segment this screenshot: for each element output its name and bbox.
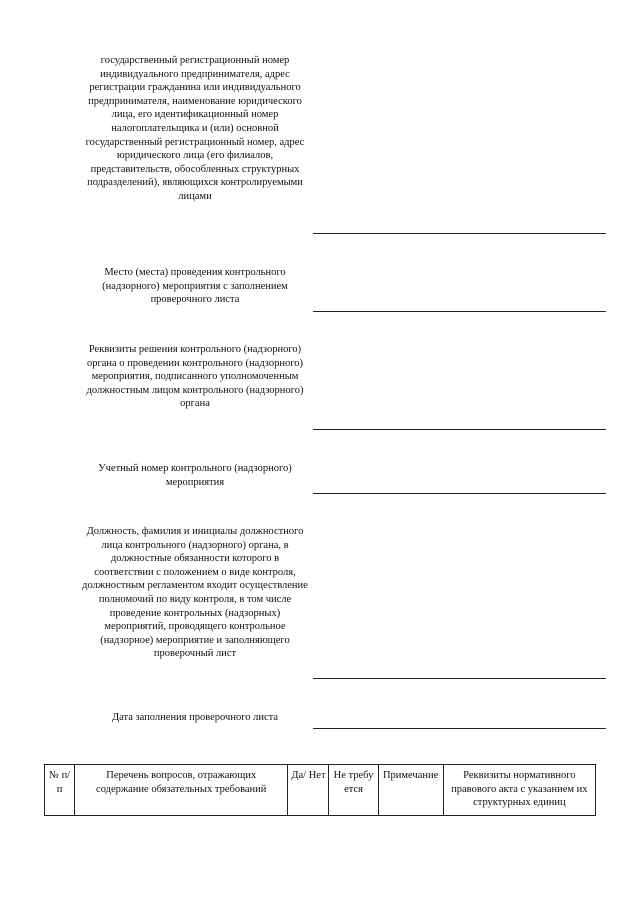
- column-header-not-required: Не требуется: [329, 765, 378, 816]
- column-header-note: Примечание: [378, 765, 443, 816]
- authority-decision-details-label: Реквизиты решения контрольного (надзорного) органа о проведении контрольного (надзорного) мероприятия, подписанного уполномоченным должностным лицом контрольного (надзорного) органа: [86, 344, 304, 410]
- inspection-registration-number-line[interactable]: [313, 493, 606, 494]
- authority-decision-details-line[interactable]: [313, 429, 606, 430]
- column-header-legal-act-details: Реквизиты нормативного правового акта с указанием их структурных единиц: [443, 765, 595, 816]
- controlled-person-details-label: государственный регистрационный номер индивидуального предпринимателя, адрес регистрации гражданина или индивидуального предпринимателя, наименование юридического лица, его идентификационный номер налогоплательщика и (или) основной государственный регистрационный номер, адрес юридического лица (его филиалов, представительств, обособленных структурных подразделений), являющихся контролируемыми лицами: [85, 55, 305, 202]
- official-position-name-label: Должность, фамилия и инициалы должностного лица контрольного (надзорного) органа, в должностные обязанности которого в соответствии с положением о виде контроля, должностным регламентом входит осуществление полномочий по виду контроля, в том числе проведение контрольных (надзорных) мероприятий, проводящего контрольное (надзорное) мероприятие и заполняющего проверочный лист: [82, 526, 308, 660]
- checklist-questions-table: [44, 764, 596, 816]
- controlled-person-details-line[interactable]: [313, 233, 606, 234]
- column-header-yes-no: Да/ Нет: [288, 765, 329, 816]
- inspection-place-line[interactable]: [313, 311, 606, 312]
- official-position-name-line[interactable]: [313, 678, 606, 679]
- column-header-number: № п/п: [45, 765, 75, 816]
- table-header-row: [45, 765, 596, 816]
- checklist-fill-date-label: Дата заполнения проверочного листа: [111, 712, 279, 723]
- column-header-questions: Перечень вопросов, отражающих содержание обязательных требований: [75, 765, 288, 816]
- inspection-place-label: Место (места) проведения контрольного (надзорного) мероприятия с заполнением проверочного листа: [102, 267, 288, 306]
- checklist-fill-date-line[interactable]: [313, 728, 606, 729]
- inspection-registration-number-label: Учетный номер контрольного (надзорного) мероприятия: [98, 463, 292, 488]
